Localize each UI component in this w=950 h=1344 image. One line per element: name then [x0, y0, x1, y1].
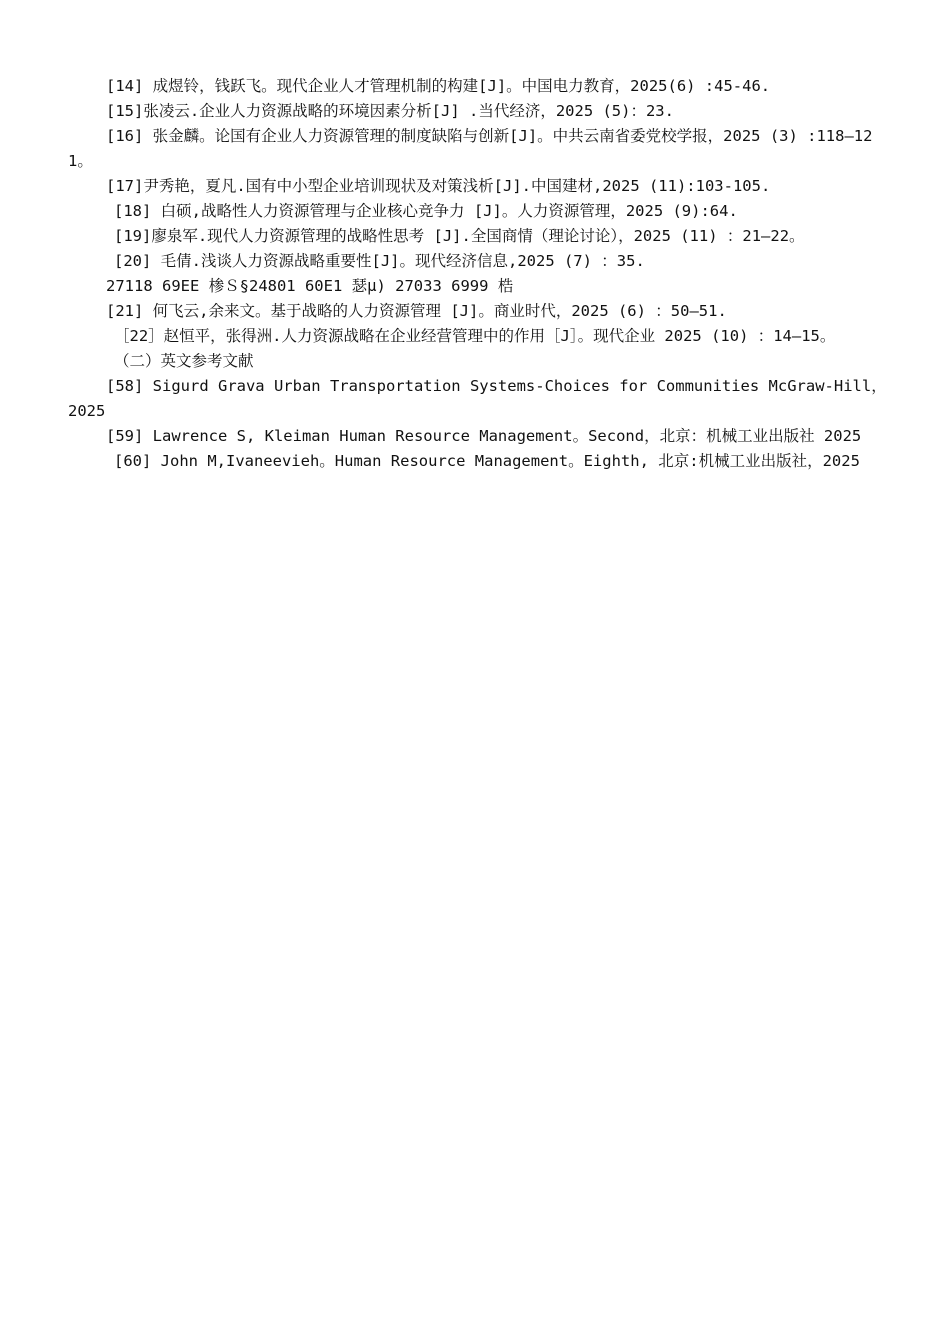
reference-item: [58] Sigurd Grava Urban Transportation Systems-Choices for Communities McGraw-Hill，2025 — [68, 377, 887, 420]
reference-item: ［22］赵恒平，张得洲.人力资源战略在企业经营管理中的作用［J］。现代企业 2025 (10) ：14—15。 — [114, 327, 836, 345]
reference-item: [17]尹秀艳，夏凡.国有中小型企业培训现状及对策浅析[J].中国建材,2025 (11):103-105. — [106, 177, 771, 195]
reference-item: [15]张凌云.企业人力资源战略的环境因素分析[J] .当代经济，2025 (5)：23. — [106, 102, 674, 120]
section-heading-english-references: （二）英文参考文献 — [114, 352, 254, 370]
reference-item: [60] John M,Ivaneevieh。Human Resource Management。Eighth, 北京:机械工业出版社，2025 — [114, 452, 860, 470]
reference-item: [18] 白硕,战略性人力资源管理与企业核心竞争力 [J]。人力资源管理，2025 (9):64. — [114, 202, 738, 220]
reference-list — [68, 74, 890, 474]
garbled-text-line: 27118 69EE 椮Ｓ§24801 60E1 瑟μ) 27033 6999 梏 — [106, 277, 514, 295]
reference-item: [21] 何飞云,余来文。基于战略的人力资源管理 [J]。商业时代，2025 (6) ：50—51. — [106, 302, 727, 320]
reference-item: [59] Lawrence S, Kleiman Human Resource Management。Second，北京：机械工业出版社 2025 — [106, 427, 862, 445]
reference-item: [20] 毛倩.浅谈人力资源战略重要性[J]。现代经济信息,2025 (7) ：35. — [114, 252, 645, 270]
reference-item: [14] 成煜铃，钱跃飞。现代企业人才管理机制的构建[J]。中国电力教育，2025(6) :45-46. — [106, 77, 771, 95]
reference-item: [19]廖泉军.现代人力资源管理的战略性思考 [J].全国商情（理论讨论），2025 (11) ：21—22。 — [114, 227, 805, 245]
reference-item: [16] 张金麟。论国有企业人力资源管理的制度缺陷与创新[J]。中共云南省委党校学报，2025 (3) :118—121。 — [68, 127, 873, 170]
